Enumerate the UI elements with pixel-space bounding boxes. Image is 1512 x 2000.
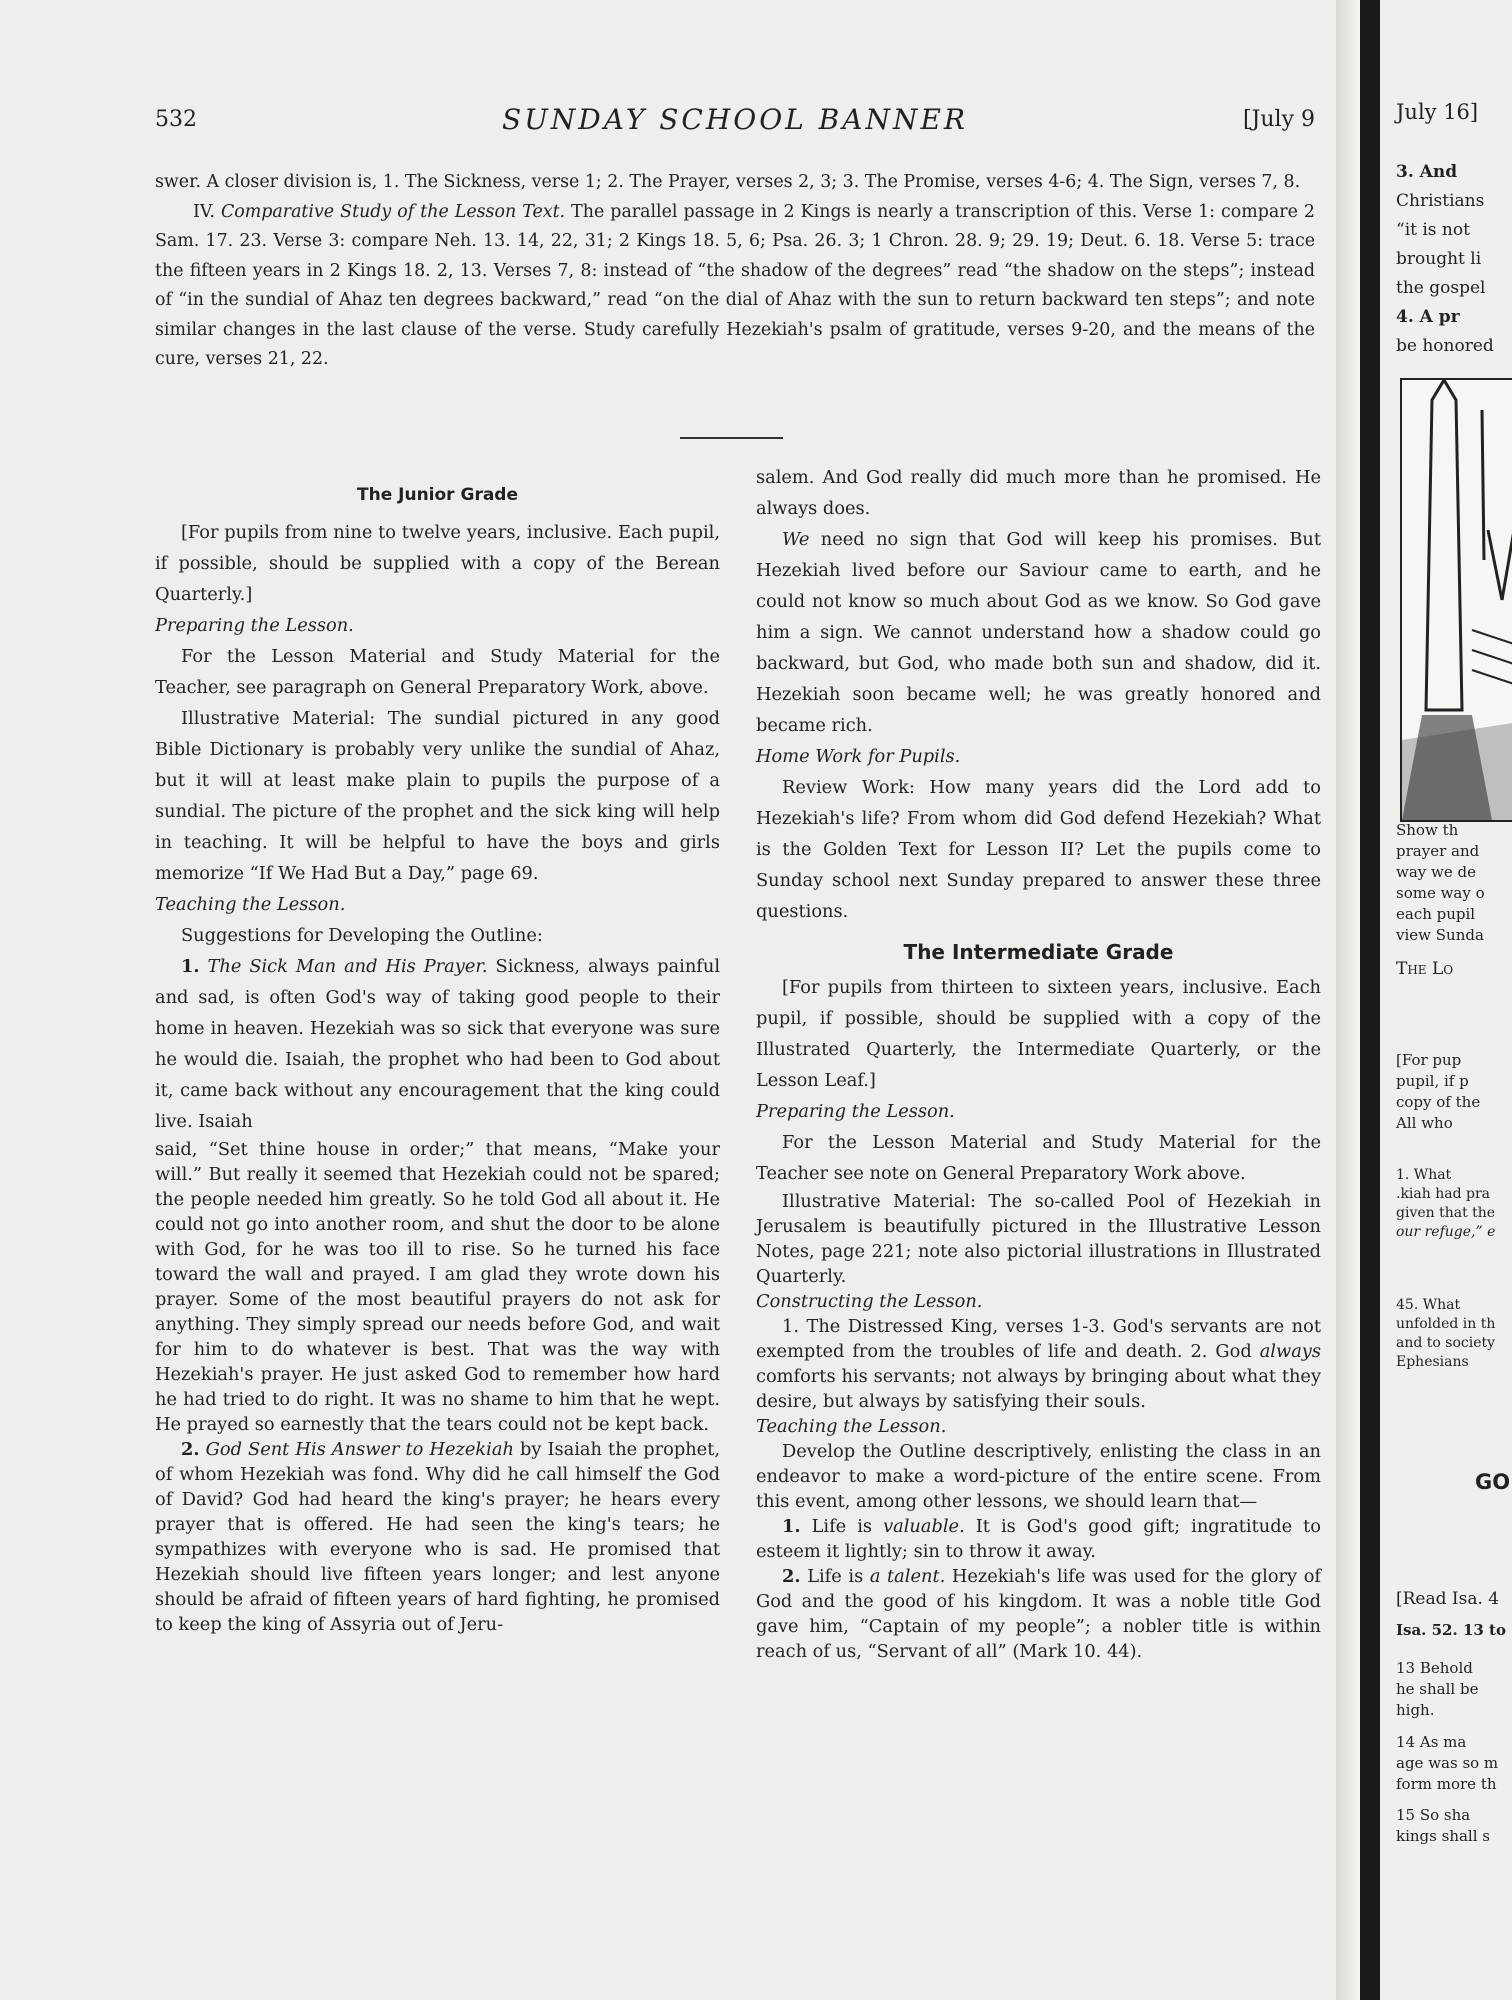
- adjacent-line: unfolded in th: [1396, 1316, 1496, 1332]
- lesson-point-two-number: 2.: [782, 1566, 801, 1587]
- lesson-point-one-number: 1.: [782, 1516, 801, 1537]
- point-one-title: The Sick Man and His Prayer.: [207, 956, 488, 977]
- sign-lead: We: [782, 529, 810, 550]
- running-title: SUNDAY SCHOOL BANNER: [502, 103, 968, 136]
- section-title: Comparative Study of the Lesson Text.: [220, 201, 566, 222]
- adjacent-line: and to society: [1396, 1335, 1496, 1351]
- adjacent-line: [Read Isa. 4: [1396, 1589, 1500, 1609]
- teaching-text-intermediate: Develop the Outline descriptively, enlisting the class in an endeavor to make a word-picture of the entire scene. From this event, among other lessons, we should learn that—: [756, 1441, 1321, 1512]
- section-divider: [680, 437, 783, 439]
- adjacent-line: [For pup: [1396, 1051, 1462, 1069]
- continued-text: salem. And God really did much more than he promised. He always does.: [756, 467, 1321, 519]
- adjacent-line: Isa. 52. 13 to: [1396, 1621, 1506, 1639]
- adjacent-line: he shall be: [1396, 1680, 1479, 1698]
- adjacent-line: view Sunda: [1396, 926, 1484, 944]
- lesson-point-two: [756, 1564, 1321, 1664]
- adjacent-line: 45. What: [1396, 1297, 1461, 1313]
- adjacent-line: kings shall s: [1396, 1827, 1490, 1845]
- lesson-point-two-a: Life is: [807, 1566, 864, 1587]
- adjacent-line: “it is not: [1396, 220, 1470, 240]
- home-work-heading: Home Work for Pupils.: [756, 746, 961, 767]
- constructing-text-b: comforts his servants; not always by bringing about what they desire, but always by satisfying their souls.: [756, 1366, 1321, 1412]
- comparative-study-paragraph: [155, 198, 1315, 375]
- suggestions-line: Suggestions for Developing the Outline:: [181, 925, 543, 946]
- adjacent-line: 13 Behold: [1396, 1659, 1473, 1677]
- adjacent-line: our refuge,” e: [1396, 1224, 1496, 1240]
- adjacent-page: [1380, 0, 1512, 2000]
- intro-line: swer. A closer division is, 1. The Sickness, verse 1; 2. The Prayer, verses 2, 3; 3. The Promise, verses 4-6; 4. The Sign, verses 7, 8.: [155, 172, 1301, 192]
- adjacent-line: .kiah had pra: [1396, 1186, 1491, 1202]
- adjacent-line: pupil, if p: [1396, 1072, 1469, 1090]
- intro-block: [155, 168, 1315, 375]
- adjacent-line: be honored: [1396, 336, 1494, 356]
- teaching-heading-intermediate: Teaching the Lesson.: [756, 1416, 947, 1437]
- adjacent-line: 15 So sha: [1396, 1806, 1471, 1824]
- adjacent-line: Show th: [1396, 821, 1459, 839]
- tight-block-left: [155, 1137, 720, 1637]
- adjacent-line: each pupil: [1396, 905, 1476, 923]
- illustrative-material-intermediate: Illustrative Material: The so-called Pool of Hezekiah in Jerusalem is beautifully pictured in the Illustrative Lesson Notes, page 221; note also pictorial illustrations in Illustrated Quarterly.: [756, 1191, 1321, 1287]
- junior-grade-heading: The Junior Grade: [357, 485, 518, 505]
- section-number: IV.: [193, 201, 215, 222]
- adjacent-line: way we de: [1396, 863, 1476, 881]
- adjacent-line: age was so m: [1396, 1754, 1499, 1772]
- adjacent-line: the gospel: [1396, 278, 1486, 298]
- home-work-text: Review Work: How many years did the Lord add to Hezekiah's life? From whom did God defend Hezekiah? What is the Golden Text for Lesson II? Let the pupils come to Sunday school next Sunday prepared to answer these three questions.: [756, 777, 1321, 922]
- adjacent-page-header: July 16]: [1396, 100, 1479, 124]
- adjacent-line: form more th: [1396, 1775, 1497, 1793]
- right-column: [756, 462, 1321, 1664]
- point-one-text: Sickness, always painful and sad, is often God's way of taking good people to their home in heaven. Hezekiah was so sick that everyone was sure he would die. Isaiah, the prophet who had been to God about it, came back without any encouragement that the king could live. Isaiah: [155, 956, 721, 1132]
- adjacent-line: given that the: [1396, 1205, 1496, 1221]
- point-one-number: 1.: [181, 956, 200, 977]
- adjacent-line: some way o: [1396, 884, 1485, 902]
- sign-text: need no sign that God will keep his promises. But Hezekiah lived before our Saviour came to earth, and he could not know so much about God as we know. So God gave him a sign. We cannot understand how a shadow could go backward, but God, who made both sun and shadow, did it. Hezekiah soon became well; he was greatly honored and became rich.: [756, 529, 1321, 736]
- point-two: [155, 1437, 720, 1637]
- constructing-heading: Constructing the Lesson.: [756, 1291, 983, 1312]
- sign-paragraph: [756, 524, 1321, 741]
- adjacent-line: copy of the: [1396, 1093, 1481, 1111]
- lesson-point-two-emphasis: a talent.: [869, 1566, 946, 1587]
- intermediate-grade-heading: The Intermediate Grade: [903, 940, 1174, 964]
- teaching-heading: Teaching the Lesson.: [155, 894, 346, 915]
- preparing-text-intermediate: For the Lesson Material and Study Material for the Teacher see note on General Preparatory Work above.: [756, 1132, 1321, 1184]
- running-header: [155, 103, 1315, 143]
- adjacent-line: Ephesians: [1396, 1354, 1469, 1370]
- constructing-text-a: 1. The Distressed King, verses 1-3. God's servants are not exempted from the troubles of life and death. 2. God: [756, 1316, 1321, 1362]
- adjacent-line: prayer and: [1396, 842, 1480, 860]
- adjacent-heading-fragment: GO: [1475, 1470, 1511, 1494]
- adjacent-line: All who: [1396, 1114, 1453, 1132]
- lesson-point-one-a: Life is: [811, 1516, 873, 1537]
- preparing-text: For the Lesson Material and Study Material for the Teacher, see paragraph on General Preparatory Work, above.: [155, 646, 720, 698]
- book-gutter: [1360, 0, 1380, 2000]
- lesson-point-one-b: It is God's good gift; ingratitude to esteem it lightly; sin to throw it away.: [756, 1516, 1321, 1562]
- page-date: [July 9: [1242, 107, 1315, 132]
- adjacent-the-lo: The Lo: [1396, 959, 1454, 979]
- point-one: [155, 951, 720, 1137]
- point-two-number: 2.: [181, 1439, 200, 1460]
- adjacent-line: 14 As ma: [1396, 1733, 1467, 1751]
- point-two-text: by Isaiah the prophet, of whom Hezekiah was fond. Why did he call himself the God of David? God had heard the king's prayer; he hears every prayer that is offered. He had seen the king's tears; he sympathizes with everyone who is sad. He promised that Hezekiah should live fifteen years longer; and lest anyone should be afraid of fifteen years of hard fighting, he promised to keep the king of Assyria out of Jeru-: [155, 1439, 720, 1635]
- adjacent-line: 1. What: [1396, 1167, 1452, 1183]
- point-two-title: God Sent His Answer to Hezekiah: [205, 1439, 514, 1460]
- adjacent-line: brought li: [1396, 249, 1482, 269]
- adjacent-line: high.: [1396, 1701, 1435, 1719]
- junior-note: [For pupils from nine to twelve years, inclusive. Each pupil, if possible, should be supplied with a copy of the Berean Quarterly.]: [155, 522, 720, 605]
- left-column: [155, 470, 720, 1637]
- constructing-emphasis: always: [1259, 1341, 1321, 1362]
- illustrative-material: Illustrative Material: The sundial pictured in any good Bible Dictionary is probably very unlike the sundial of Ahaz, but it will at least make plain to pupils the purpose of a sundial. The picture of the prophet and the sick king will help in teaching. It will be helpful to have the boys and girls memorize “If We Had But a Day,” page 69.: [155, 708, 720, 884]
- section-text: The parallel passage in 2 Kings is nearly a transcription of this. Verse 1: compare 2 Sam. 17. 23. Verse 3: compare Neh. 13. 14, 22, 31; 2 Kings 18. 5, 6; Psa. 26. 3; 1 Chron. 28. 9; 29. 19; Deut. 6. 18. Verse 5: trace the fifteen years in 2 Kings 18. 2, 13. Verses 7, 8: instead of “the shadow of the degrees” read “the shadow on the steps”; instead of “in the sundial of Ahaz ten degrees backward,” read “on the dial of Ahaz with the sun to return backward ten steps”; and note similar changes in the last clause of the verse. Study carefully Hezekiah's psalm of gratitude, verses 9-20, and the means of the cure, verses 21, 22.: [155, 201, 1315, 369]
- lesson-point-two-b: Hezekiah's life was used for the glory of God and the good of his kingdom. It was a noble title God gave him, “Captain of my people”; a nobler title is within reach of us, “Servant of all” (Mark 10. 44).: [756, 1566, 1321, 1662]
- lesson-point-one-emphasis: valuable.: [883, 1516, 965, 1537]
- adjacent-line: Christians: [1396, 191, 1485, 211]
- adjacent-line: 3. And: [1396, 162, 1458, 182]
- page-edge-shadow: [1336, 0, 1360, 2000]
- adjacent-line: 4. A pr: [1396, 307, 1460, 327]
- constructing-text: [756, 1314, 1321, 1414]
- preparing-heading-intermediate: Preparing the Lesson.: [756, 1101, 955, 1122]
- preparing-heading: Preparing the Lesson.: [155, 615, 354, 636]
- page-number: 532: [155, 107, 197, 132]
- tight-block-right: [756, 1189, 1321, 1664]
- monument-illustration: [1400, 378, 1512, 822]
- point-one-continued: said, “Set thine house in order;” that means, “Make your will.” But really it seemed that Hezekiah could not be spared; the people needed him greatly. So he told God all about it. He could not go into another room, and shut the door to be alone with God, for he was too ill to rise. So he turned his face toward the wall and prayed. I am glad they wrote down his prayer. Some of the most beautiful prayers do not ask for anything. They simply spread our needs before God, and wait for him to do whatever is best. That was the way with Hezekiah's prayer. He just asked God to remember how hard he had tried to do right. It was no shame to him that he wept. He prayed so earnestly that the tears could not be kept back.: [155, 1139, 720, 1435]
- intermediate-note: [For pupils from thirteen to sixteen years, inclusive. Each pupil, if possible, should be supplied with a copy of the Illustrated Quarterly, the Intermediate Quarterly, or the Lesson Leaf.]: [756, 977, 1321, 1091]
- lesson-point-one: [756, 1514, 1321, 1564]
